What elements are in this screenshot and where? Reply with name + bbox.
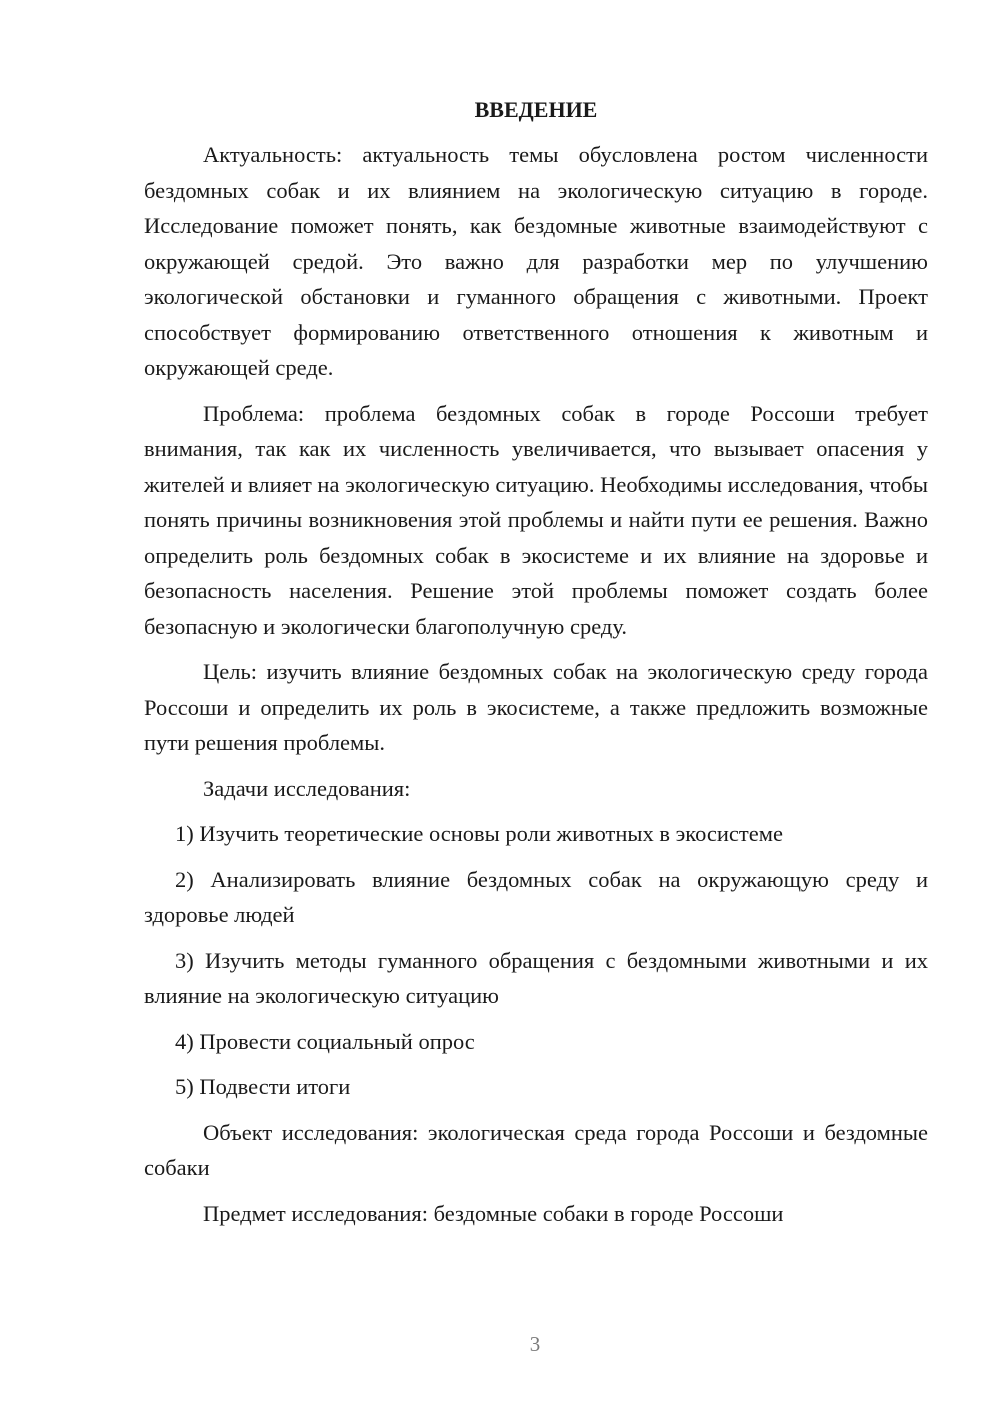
task-item: 3) Изучить методы гуманного обращения с бездомными животными и их влияние на экологическую ситуацию: [144, 947, 928, 1008]
relevance-paragraph: Актуальность: актуальность темы обусловлена ростом численности бездомных собак и их влиянием на экологическую ситуацию в городе. Исследование поможет понять, как бездомные животные взаимодействуют с окружающей средой. Это важно для разработки мер по улучшению экологической обстановки и гуманного обращения с животными. Проект способствует формированию ответственного отношения к животным и окружающей среде.: [144, 142, 928, 380]
object-paragraph: Объект исследования: экологическая среда города Россоши и бездомные собаки: [144, 1119, 928, 1180]
page-content: [144, 92, 928, 1241]
task-item: 1) Изучить теоретические основы роли животных в экосистеме: [175, 821, 783, 846]
page-heading: ВВЕДЕНИЕ: [474, 97, 598, 122]
problem-paragraph: Проблема: проблема бездомных собак в городе Россоши требует внимания, так как их численность увеличивается, что вызывает опасения у жителей и влияет на экологическую ситуацию. Необходимы исследования, чтобы понять причины возникновения этой проблемы и найти пути ее решения. Важно определить роль бездомных собак в экосистеме и их влияние на здоровье и безопасность населения. Решение этой проблемы поможет создать более безопасную и экологически благополучную среду.: [144, 400, 928, 639]
subject-paragraph: Предмет исследования: бездомные собаки в городе Россоши: [203, 1200, 784, 1226]
task-item: 2) Анализировать влияние бездомных собак на окружающую среду и здоровье людей: [144, 866, 928, 927]
tasks-intro: Задачи исследования:: [203, 775, 411, 801]
page-number: 3: [529, 1332, 541, 1356]
task-item: 5) Подвести итоги: [175, 1074, 351, 1099]
task-item: 4) Провести социальный опрос: [175, 1028, 475, 1054]
goal-paragraph: Цель: изучить влияние бездомных собак на экологическую среду города Россоши и определить их роль в экосистеме, а также предложить возможные пути решения проблемы.: [144, 659, 928, 755]
